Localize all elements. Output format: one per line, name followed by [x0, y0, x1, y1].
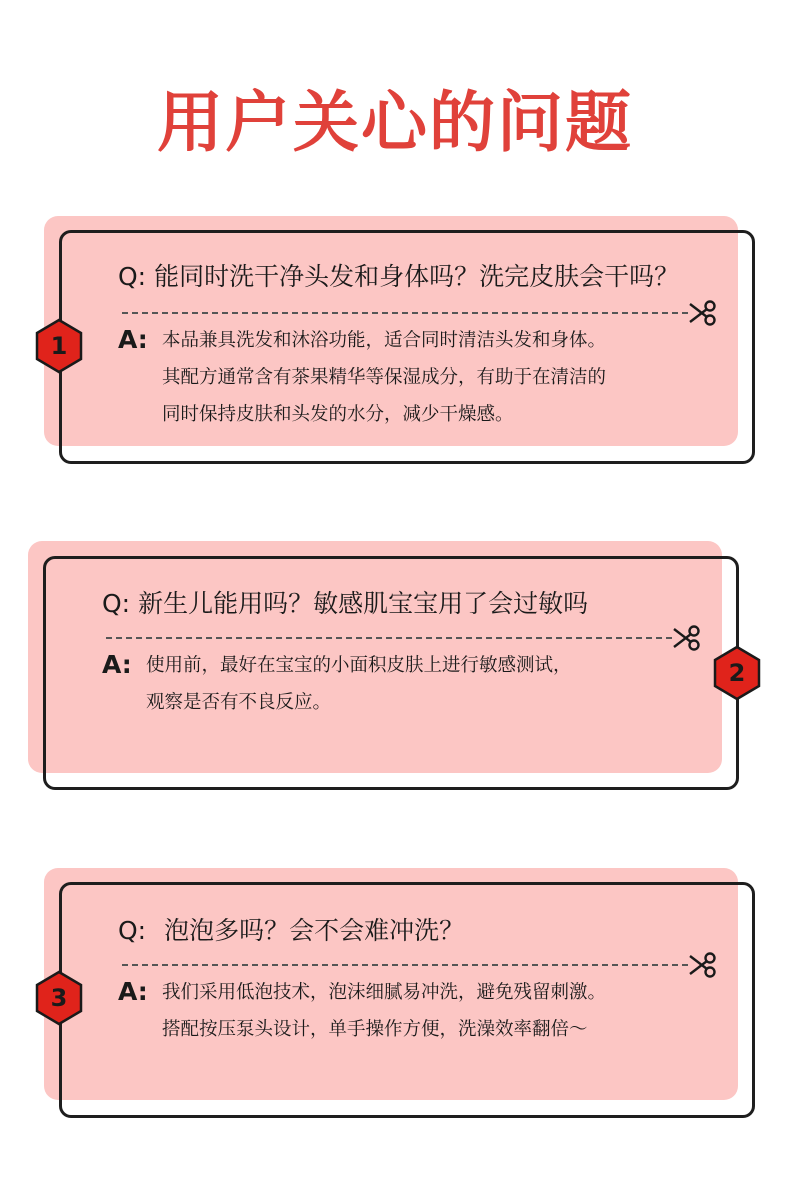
- question-prefix: Q:: [118, 262, 147, 291]
- number-badge: [712, 645, 762, 701]
- question-prefix: Q:: [118, 916, 147, 945]
- dashed-divider: [122, 312, 688, 314]
- answer-line: 观察是否有不良反应。: [146, 692, 332, 713]
- question-text: [118, 916, 464, 946]
- number-badge: [34, 318, 84, 374]
- badge-number: 2: [728, 659, 746, 687]
- answer-prefix: A:: [118, 977, 148, 1006]
- answer-line: 本品兼具洗发和沐浴功能，适合同时清洁头发和身体。: [162, 330, 607, 351]
- scissors-icon: [688, 950, 718, 980]
- page-title: 用户关心的问题: [157, 84, 633, 161]
- answer-line: 使用前，最好在宝宝的小面积皮肤上进行敏感测试，: [146, 655, 572, 676]
- question-text: [102, 589, 588, 619]
- answer-line: 其配方通常含有茶果精华等保湿成分，有助于在清洁的: [162, 367, 607, 388]
- answer-text: [162, 322, 606, 433]
- question-body: 能同时洗干净头发和身体吗？洗完皮肤会干吗？: [154, 262, 680, 291]
- number-badge: [34, 970, 84, 1026]
- question-body: 泡泡多吗？会不会难冲洗？: [164, 916, 465, 945]
- answer-text: [146, 647, 572, 721]
- question-body: 新生儿能用吗？敏感肌宝宝用了会过敏吗: [138, 589, 589, 618]
- scissors-icon: [672, 623, 702, 653]
- badge-number: 3: [50, 984, 68, 1012]
- answer-text: [162, 974, 606, 1048]
- answer-prefix: A:: [102, 650, 132, 679]
- scissors-icon: [688, 298, 718, 328]
- badge-number: 1: [50, 332, 68, 360]
- answer-line: 同时保持皮肤和头发的水分，减少干燥感。: [162, 404, 514, 425]
- answer-prefix: A:: [118, 325, 148, 354]
- answer-line: 搭配按压泵头设计，单手操作方便，洗澡效率翻倍～: [162, 1019, 588, 1040]
- dashed-divider: [106, 637, 672, 639]
- answer-line: 我们采用低泡技术，泡沫细腻易冲洗，避免残留刺激。: [162, 982, 607, 1003]
- dashed-divider: [122, 964, 688, 966]
- question-prefix: Q:: [102, 589, 131, 618]
- question-text: [118, 262, 679, 292]
